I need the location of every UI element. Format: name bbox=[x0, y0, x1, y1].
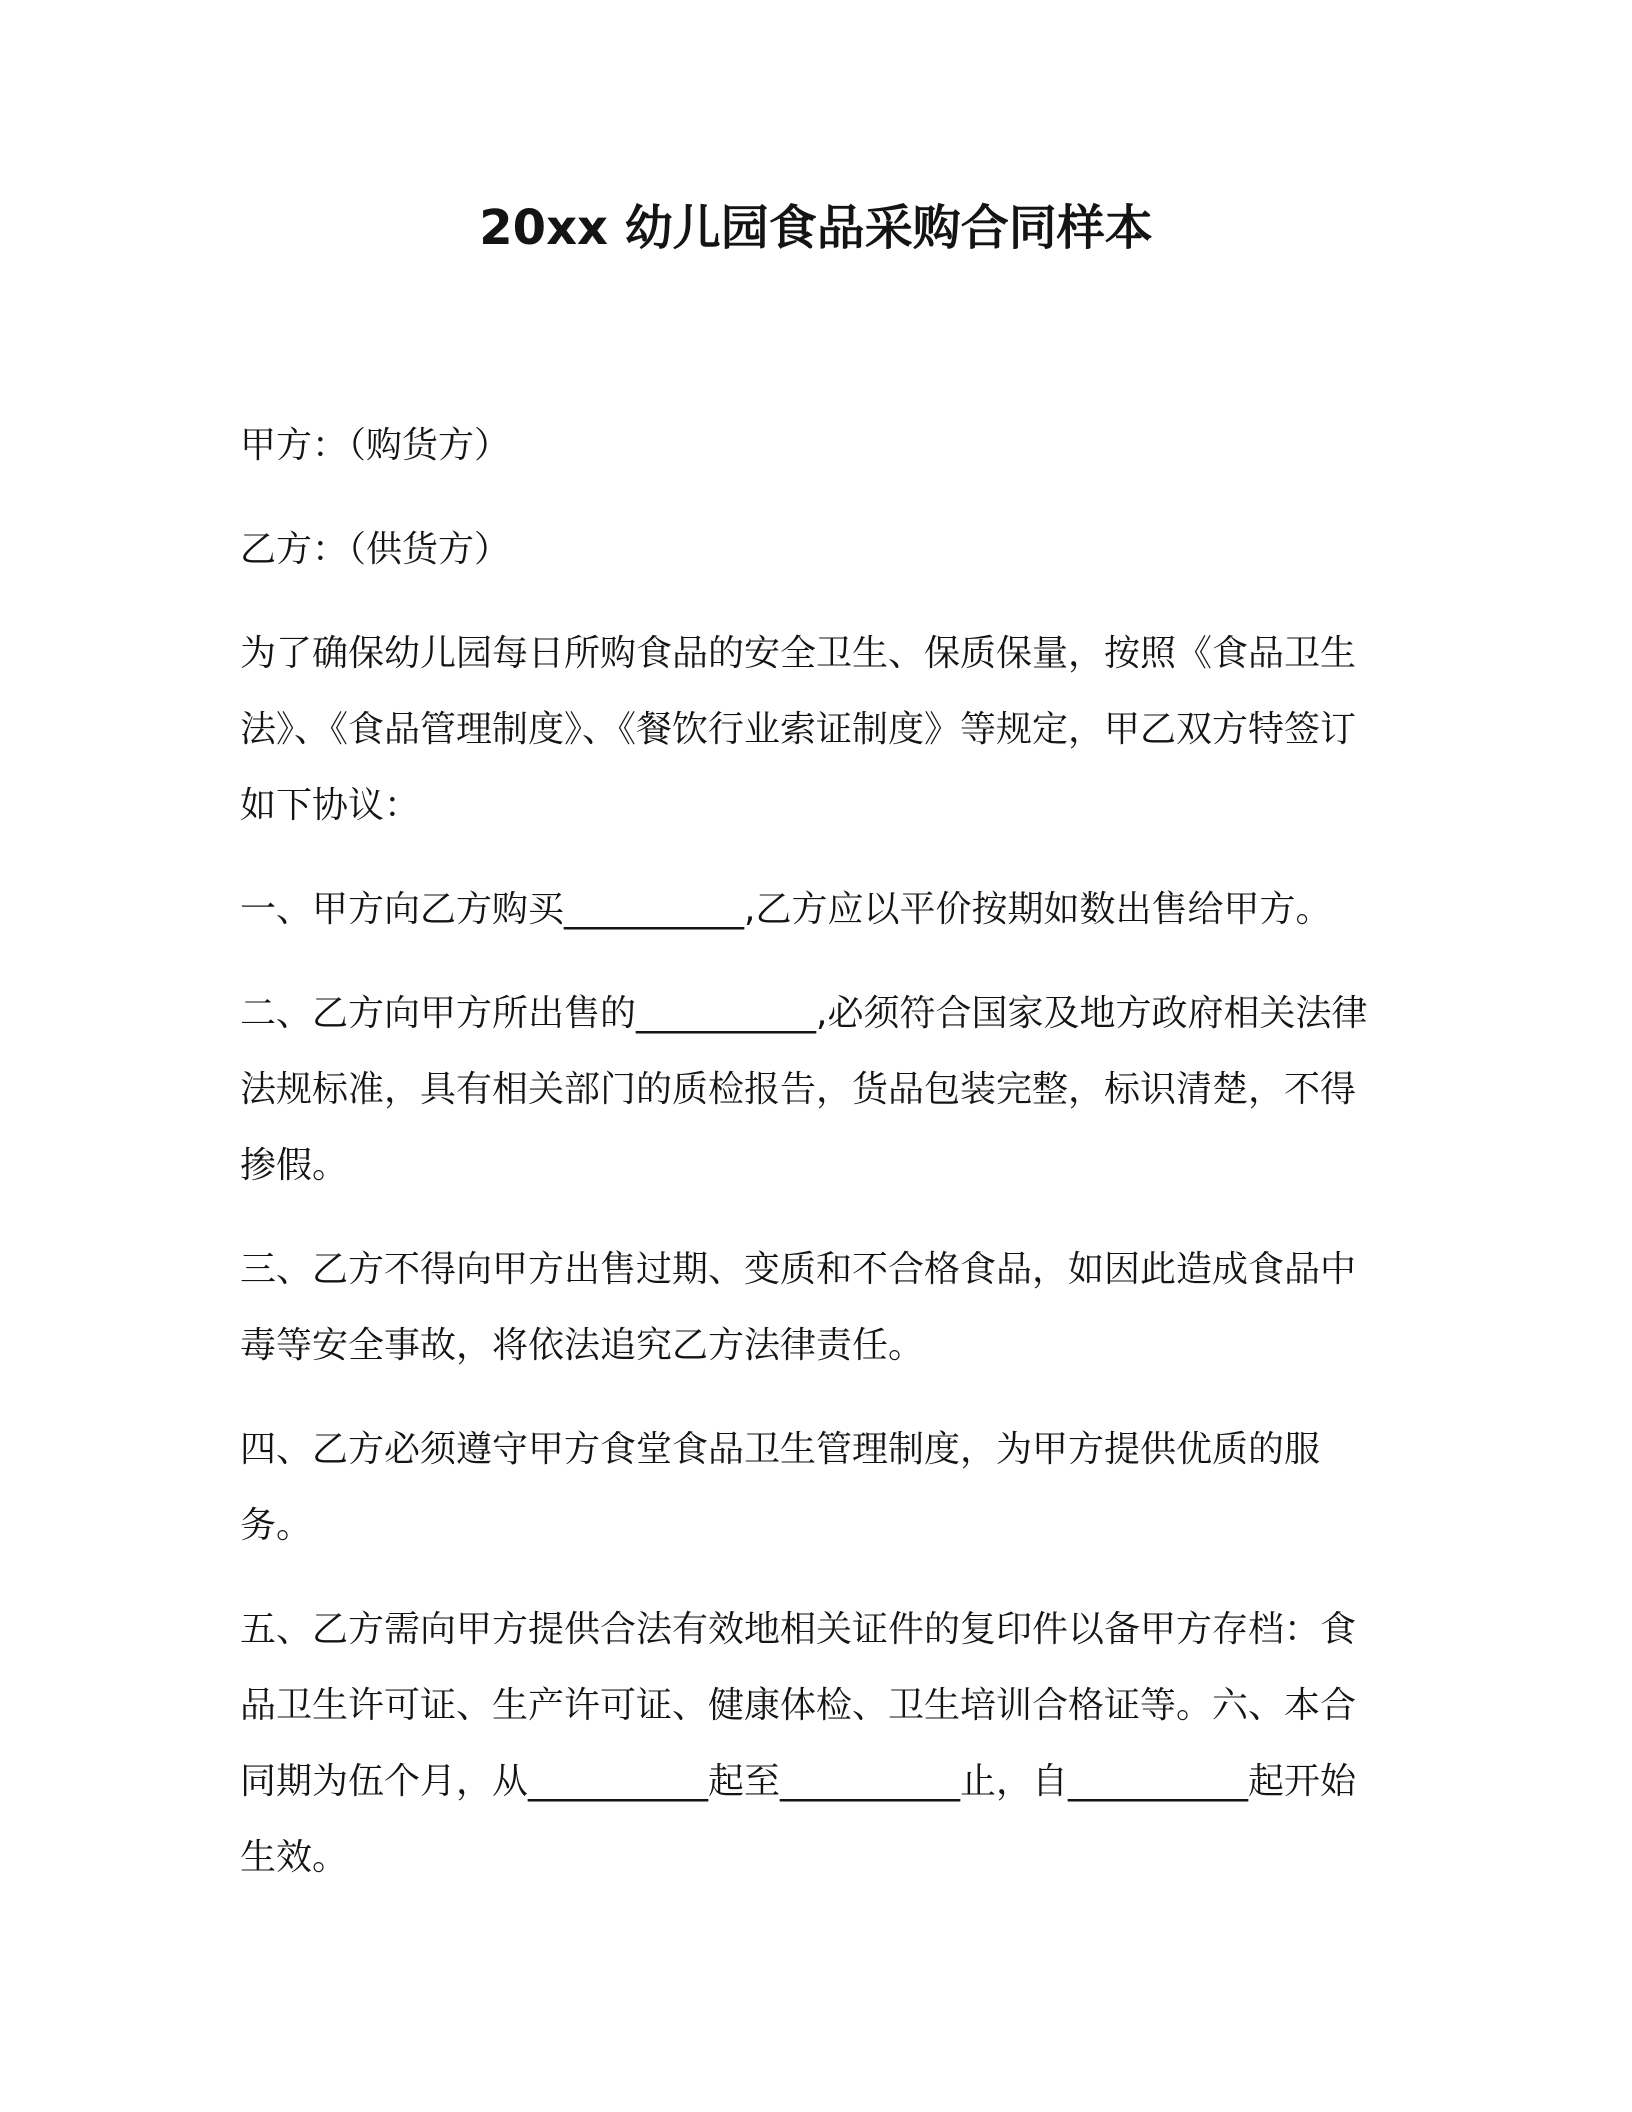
clause-4: 四、乙方必须遵守甲方食堂食品卫生管理制度，为甲方提供优质的服务。 bbox=[240, 1429, 1321, 1546]
clause-1: 一、甲方向乙方购买__________,乙方应以平价按期如数出售给甲方。 bbox=[240, 889, 1332, 930]
intro-paragraph: 为了确保幼儿园每日所购食品的安全卫生、保质保量，按照《食品卫生法》、《食品管理制度》、《餐饮行业索证制度》等规定，甲乙双方特签订如下协议： bbox=[240, 633, 1357, 826]
document-body bbox=[240, 408, 1380, 1924]
clause-3: 三、乙方不得向甲方出售过期、变质和不合格食品，如因此造成食品中毒等安全事故，将依法追究乙方法律责任。 bbox=[240, 1249, 1357, 1366]
clause-5: 五、乙方需向甲方提供合法有效地相关证件的复印件以备甲方存档：食品卫生许可证、生产许可证、健康体检、卫生培训合格证等。六、本合同期为伍个月，从__________起至__________止，自__________起开始生效。 bbox=[240, 1609, 1357, 1878]
party-b-line: 乙方：（供货方） bbox=[240, 529, 511, 570]
party-a-line: 甲方：（购货方） bbox=[240, 425, 511, 466]
clause-2: 二、乙方向甲方所出售的__________,必须符合国家及地方政府相关法律法规标准，具有相关部门的质检报告，货品包装完整，标识清楚，不得掺假。 bbox=[240, 993, 1368, 1186]
document-title: 20xx 幼儿园食品采购合同样本 bbox=[479, 200, 1153, 256]
